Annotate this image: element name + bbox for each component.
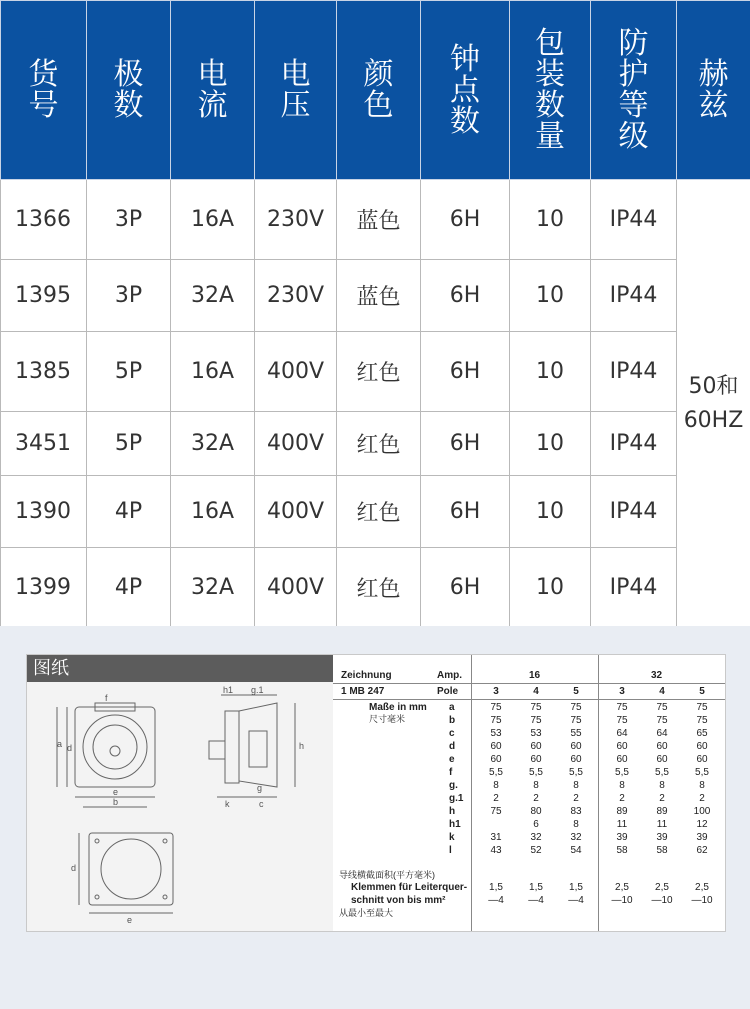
dim-label-g: g [257, 783, 263, 793]
table-row [1, 180, 750, 260]
klemmen-label-1: Klemmen für Leiterquer- [351, 882, 468, 893]
cell-voltage: 230V [255, 260, 337, 332]
dim-value: 11 [656, 819, 668, 830]
dim-value: 1,5 [529, 882, 543, 893]
header-poles: 极 数 [87, 1, 171, 180]
dim-label-d-cutout: d [71, 863, 77, 873]
cell-qty: 10 [510, 332, 591, 412]
dim-value: —10 [691, 895, 713, 906]
cell-ip: IP44 [591, 412, 677, 476]
cell-current: 16A [171, 476, 255, 548]
dim-row [333, 844, 725, 857]
cell-ip: IP44 [591, 548, 677, 628]
dim-value: 1,5 [569, 882, 583, 893]
side-view-body [225, 711, 239, 783]
drawing-title: 图纸 [27, 655, 333, 682]
dim-value: —4 [568, 895, 584, 906]
cell-code: 3451 [1, 412, 87, 476]
dim-value: 8 [573, 819, 579, 830]
dim-value: 2 [573, 793, 579, 804]
dim-row [333, 779, 725, 792]
dim-key: h [449, 806, 456, 817]
cell-voltage: 400V [255, 412, 337, 476]
dim-value: 2,5 [695, 882, 709, 893]
dim-value: 75 [530, 702, 542, 713]
dim-value: 75 [616, 715, 628, 726]
dim-key: b [449, 715, 456, 726]
header-code: 货 号 [1, 1, 87, 180]
dim-value: 58 [656, 845, 668, 856]
front-view-cap [93, 725, 137, 769]
cutout-view-hole [101, 839, 161, 899]
header-hertz: 赫 兹 [677, 1, 750, 180]
dim-value: 2 [533, 793, 539, 804]
dim-value: 75 [616, 702, 628, 713]
dim-key: k [449, 832, 455, 843]
dim-value: 75 [696, 715, 708, 726]
header-ip: 防 护 等 级 [591, 1, 677, 180]
cell-code: 1395 [1, 260, 87, 332]
dim-label-b: b [113, 797, 119, 807]
cell-clock: 6H [421, 180, 510, 260]
dim-label-c: c [259, 799, 264, 809]
dim-value: 8 [493, 780, 499, 791]
dim-value: —4 [528, 895, 544, 906]
dim-key: a [449, 702, 455, 713]
dim-key: f [449, 767, 453, 778]
mass-label-cn: 尺寸毫米 [369, 714, 406, 724]
cable-label-cn: 导线横截面积(平方毫米) [339, 870, 435, 880]
cell-color: 红色 [337, 412, 421, 476]
dim-value: —4 [488, 895, 504, 906]
cell-ip: IP44 [591, 180, 677, 260]
dim-label-f: f [105, 693, 108, 703]
table-row [1, 260, 750, 332]
dim-value: 60 [530, 741, 542, 752]
dim-value: 60 [616, 754, 628, 765]
dim-row [333, 714, 725, 727]
table-row [1, 332, 750, 412]
dim-key: l [449, 845, 452, 856]
dim-value: 60 [490, 741, 502, 752]
dim-value: 58 [616, 845, 628, 856]
dim-value: 39 [656, 832, 668, 843]
dim-row [333, 818, 725, 831]
cell-code: 1399 [1, 548, 87, 628]
dim-value: 8 [619, 780, 625, 791]
dim-row [333, 701, 725, 714]
table-row [1, 476, 750, 548]
dim-value: 83 [570, 806, 582, 817]
dim-key: g. [449, 780, 458, 791]
dim-key: h1 [449, 819, 461, 830]
dim-value: 31 [490, 832, 502, 843]
dim-value: 5,5 [489, 767, 503, 778]
dim-value: 75 [656, 702, 668, 713]
header-color: 颜 色 [337, 1, 421, 180]
cell-code: 1385 [1, 332, 87, 412]
dim-row [333, 805, 725, 818]
dim-value: 2 [619, 793, 625, 804]
cell-qty: 10 [510, 180, 591, 260]
dim-value: 5,5 [695, 767, 709, 778]
dim-value: 64 [616, 728, 628, 739]
dim-value: 55 [570, 728, 582, 739]
dim-value: 12 [696, 819, 708, 830]
cell-poles: 3P [87, 260, 171, 332]
cell-current: 32A [171, 412, 255, 476]
dim-value: 75 [490, 806, 502, 817]
dim-value: 100 [693, 806, 711, 817]
dim-value: 89 [656, 806, 668, 817]
dim-value: 5,5 [615, 767, 629, 778]
cell-clock: 6H [421, 476, 510, 548]
cell-code: 1366 [1, 180, 87, 260]
dim-value: 53 [490, 728, 502, 739]
dim-value: 11 [616, 819, 628, 830]
drawing-panel [26, 654, 726, 932]
dim-value: 6 [533, 819, 539, 830]
dim-value: 52 [530, 845, 542, 856]
dim-value: 2 [699, 793, 705, 804]
cell-voltage: 400V [255, 548, 337, 628]
dim-row [333, 881, 725, 894]
dim-value: 8 [659, 780, 665, 791]
dim-head-pole: 1 MB 247 Pole 3 4 5 3 4 5 [341, 686, 705, 697]
dim-value: 54 [570, 845, 582, 856]
cell-current: 16A [171, 332, 255, 412]
drawing-svg [27, 655, 333, 931]
technical-drawing [27, 655, 333, 931]
dim-value: 32 [530, 832, 542, 843]
dim-value: 1,5 [489, 882, 503, 893]
dim-head-amp: Zeichnung Amp. 16 32 [341, 670, 663, 681]
dim-label-k: k [225, 799, 230, 809]
dim-row [333, 831, 725, 844]
cell-qty: 10 [510, 412, 591, 476]
cell-clock: 6H [421, 412, 510, 476]
dim-value: —10 [651, 895, 673, 906]
dim-label-h1: h1 [223, 685, 234, 695]
dim-value: 8 [699, 780, 705, 791]
dim-key: g.1 [449, 793, 464, 804]
cell-color: 蓝色 [337, 260, 421, 332]
dim-label-d: d [67, 743, 73, 753]
table-row [1, 412, 750, 476]
dim-value: 2 [493, 793, 499, 804]
dim-value: 89 [616, 806, 628, 817]
dim-value: 75 [656, 715, 668, 726]
header-voltage: 电 压 [255, 1, 337, 180]
dim-value: 60 [656, 741, 668, 752]
dim-value: 75 [490, 702, 502, 713]
front-view-pin [110, 746, 120, 756]
dim-value: 75 [490, 715, 502, 726]
cell-poles: 3P [87, 180, 171, 260]
cell-qty: 10 [510, 476, 591, 548]
dim-value: 60 [656, 754, 668, 765]
dim-value: 60 [530, 754, 542, 765]
dim-value: 65 [696, 728, 708, 739]
cell-qty: 10 [510, 260, 591, 332]
dim-value: 75 [696, 702, 708, 713]
dim-value: 60 [696, 741, 708, 752]
cell-current: 32A [171, 260, 255, 332]
minmax-label-cn: 从最小至最大 [339, 908, 394, 918]
cell-poles: 5P [87, 332, 171, 412]
cell-voltage: 230V [255, 180, 337, 260]
dim-value: 5,5 [529, 767, 543, 778]
dim-value: 8 [573, 780, 579, 791]
dim-label-h: h [299, 741, 305, 751]
cell-clock: 6H [421, 548, 510, 628]
dim-label-e: e [113, 787, 119, 797]
cutout-view-plate [89, 833, 173, 905]
side-view-cover [239, 703, 277, 787]
dim-value: 39 [696, 832, 708, 843]
dim-value: 62 [696, 845, 708, 856]
table-row [1, 548, 750, 628]
header-row [1, 1, 750, 180]
dim-value: 53 [530, 728, 542, 739]
dim-value: 75 [570, 715, 582, 726]
cell-qty: 10 [510, 548, 591, 628]
dim-value: 60 [570, 754, 582, 765]
cell-current: 16A [171, 180, 255, 260]
front-view-plate [75, 707, 155, 787]
dim-value: 32 [570, 832, 582, 843]
dim-value: 5,5 [655, 767, 669, 778]
cell-color: 红色 [337, 332, 421, 412]
cell-clock: 6H [421, 332, 510, 412]
dim-value: 60 [616, 741, 628, 752]
dim-value: 60 [490, 754, 502, 765]
cell-color: 红色 [337, 476, 421, 548]
dim-value: 39 [616, 832, 628, 843]
dimension-table [333, 655, 725, 931]
dim-key: d [449, 741, 456, 752]
dim-value: 80 [530, 806, 542, 817]
dim-value: 2 [659, 793, 665, 804]
cell-current: 32A [171, 548, 255, 628]
cell-code: 1390 [1, 476, 87, 548]
dim-row [333, 727, 725, 740]
dim-value: 75 [530, 715, 542, 726]
dim-key: e [449, 754, 455, 765]
dim-row [333, 792, 725, 805]
dim-value: 60 [696, 754, 708, 765]
dim-value: —10 [611, 895, 633, 906]
cell-voltage: 400V [255, 332, 337, 412]
cell-ip: IP44 [591, 260, 677, 332]
dim-key: c [449, 728, 455, 739]
dim-value: 75 [570, 702, 582, 713]
mass-label: Maße in mm [369, 702, 427, 713]
klemmen-label-2: schnitt von bis mm² [351, 895, 446, 906]
cell-poles: 4P [87, 476, 171, 548]
header-current: 电 流 [171, 1, 255, 180]
dim-value: 5,5 [569, 767, 583, 778]
cell-poles: 5P [87, 412, 171, 476]
cell-color: 蓝色 [337, 180, 421, 260]
cell-color: 红色 [337, 548, 421, 628]
dim-value: 64 [656, 728, 668, 739]
dim-row [333, 753, 725, 766]
dim-value: 8 [533, 780, 539, 791]
cell-voltage: 400V [255, 476, 337, 548]
header-qty: 包 装 数 量 [510, 1, 591, 180]
dim-label-e-cutout: e [127, 915, 133, 925]
dim-label-a: a [57, 739, 63, 749]
dim-value: 2,5 [615, 882, 629, 893]
dim-value: 2,5 [655, 882, 669, 893]
dim-label-g1: g.1 [251, 685, 264, 695]
dim-row [333, 740, 725, 753]
cell-ip: IP44 [591, 476, 677, 548]
header-clock: 钟 点 数 [421, 1, 510, 180]
dim-value: 60 [570, 741, 582, 752]
cell-ip: IP44 [591, 332, 677, 412]
dim-row [333, 894, 725, 907]
cell-poles: 4P [87, 548, 171, 628]
cell-hertz: 50和 60HZ [677, 180, 750, 628]
dim-row [333, 766, 725, 779]
cell-clock: 6H [421, 260, 510, 332]
dim-value: 43 [490, 845, 502, 856]
